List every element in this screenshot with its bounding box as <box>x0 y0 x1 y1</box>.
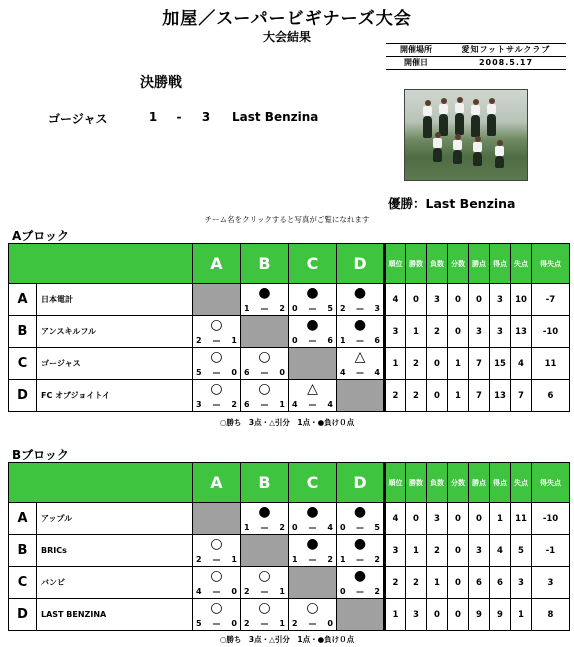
result-symbol: ● <box>353 285 367 301</box>
stat-header: 順位 <box>385 244 406 284</box>
score-for: 5 <box>196 368 202 377</box>
stat-header: 分数 <box>448 244 469 284</box>
stat-cell: 7 <box>469 380 490 412</box>
score-dash: — <box>356 304 364 313</box>
column-header-b: B <box>241 463 289 503</box>
team-name-link[interactable]: ゴージャス <box>37 348 193 380</box>
score-against: 4 <box>327 400 333 409</box>
final-score1: 1 <box>148 110 158 124</box>
stat-cell: 2 <box>385 380 406 412</box>
team-name-link[interactable]: BRICs <box>37 535 193 567</box>
score-dash: — <box>260 304 269 313</box>
stat-cell: 3 <box>469 535 490 567</box>
block-b-legend: ○勝ち 3点・△引分 1点・●負け０点 <box>219 635 355 644</box>
stat-cell: 0 <box>469 284 490 316</box>
score-for: 0 <box>292 304 298 313</box>
match-score <box>193 619 240 628</box>
winner-text: 優勝：Last Benzina <box>388 196 516 211</box>
score-dash: — <box>308 619 317 628</box>
header-corner <box>9 463 193 503</box>
venue-value: 愛知フットサルクラブ <box>461 45 551 54</box>
team-name-link[interactable]: FC オブジョイトイ <box>37 380 193 412</box>
stat-cell: 8 <box>532 599 570 631</box>
score-against: 1 <box>279 587 285 596</box>
match-score <box>193 400 240 409</box>
match-score <box>337 587 383 596</box>
row-letter: A <box>9 284 37 316</box>
final-team2[interactable]: Last Benzina <box>232 110 319 124</box>
stat-cell: 1 <box>511 599 532 631</box>
stat-header: 得点 <box>490 244 511 284</box>
score-dash: — <box>212 368 221 377</box>
result-symbol: ● <box>258 504 271 520</box>
stat-cell: 0 <box>448 284 469 316</box>
stat-cell: 1 <box>448 380 469 412</box>
stat-cell: 10 <box>511 284 532 316</box>
score-dash: — <box>308 400 317 409</box>
match-result-cell <box>289 316 337 348</box>
stat-cell: 0 <box>469 503 490 535</box>
result-symbol: ○ <box>210 349 223 365</box>
score-for: 2 <box>196 336 202 345</box>
stat-cell: 7 <box>469 348 490 380</box>
stat-cell: 3 <box>385 535 406 567</box>
stat-cell: 11 <box>532 348 570 380</box>
match-result-cell <box>337 567 385 599</box>
score-for: 1 <box>244 304 250 313</box>
score-dash: — <box>212 619 221 628</box>
stat-cell: 3 <box>427 284 448 316</box>
final-score2: 3 <box>201 110 211 124</box>
score-against: 3 <box>374 304 380 313</box>
stat-cell: -10 <box>532 316 570 348</box>
team-name-link[interactable]: 日本電計 <box>37 284 193 316</box>
result-symbol: ○ <box>258 568 271 584</box>
result-symbol: ● <box>353 536 367 552</box>
venue-row <box>386 44 566 57</box>
stat-cell: 13 <box>490 380 511 412</box>
score-for: 4 <box>292 400 298 409</box>
match-score <box>337 336 383 345</box>
stat-cell: 4 <box>385 503 406 535</box>
result-symbol: ● <box>353 317 367 333</box>
stat-header: 勝点 <box>469 244 490 284</box>
team-photo[interactable] <box>404 89 528 181</box>
score-dash: — <box>308 555 317 564</box>
score-for: 1 <box>340 336 346 345</box>
match-result-cell <box>193 599 241 631</box>
score-for: 1 <box>340 555 346 564</box>
column-header-c: C <box>289 463 337 503</box>
score-dash: — <box>260 368 269 377</box>
match-score <box>337 555 383 564</box>
result-symbol: △ <box>354 349 366 365</box>
result-symbol: ● <box>306 536 319 552</box>
stat-cell: -10 <box>532 503 570 535</box>
row-letter: B <box>9 535 37 567</box>
stat-cell: 0 <box>427 380 448 412</box>
score-for: 0 <box>292 523 298 532</box>
score-against: 2 <box>279 304 285 313</box>
score-dash: — <box>260 587 269 596</box>
score-dash: — <box>308 336 317 345</box>
page-subtitle: 大会結果 <box>262 30 311 44</box>
stat-header: 勝数 <box>406 244 427 284</box>
score-dash: — <box>308 523 317 532</box>
table-row <box>9 599 570 631</box>
score-dash: — <box>356 523 364 532</box>
score-against: 4 <box>327 523 333 532</box>
stat-header: 勝数 <box>406 463 427 503</box>
column-header-d: D <box>337 244 385 284</box>
stat-header: 負数 <box>427 244 448 284</box>
stat-cell: 1 <box>385 599 406 631</box>
row-letter: A <box>9 503 37 535</box>
match-result-cell <box>289 535 337 567</box>
score-dash: — <box>260 400 269 409</box>
block-b-table <box>8 462 570 631</box>
score-for: 2 <box>244 587 250 596</box>
match-score <box>289 523 336 532</box>
result-symbol: ● <box>306 317 319 333</box>
match-result-cell <box>241 599 289 631</box>
row-letter: C <box>9 348 37 380</box>
score-against: 6 <box>327 336 333 345</box>
final-team1[interactable]: ゴージャス <box>48 112 108 126</box>
score-for: 2 <box>244 619 250 628</box>
match-result-cell <box>193 567 241 599</box>
match-result-cell <box>289 284 337 316</box>
match-result-cell <box>193 380 241 412</box>
block-a-table <box>8 243 570 412</box>
score-for: 2 <box>340 304 346 313</box>
stat-header: 得失点 <box>532 244 570 284</box>
score-dash: — <box>356 368 364 377</box>
table-row <box>9 503 570 535</box>
score-against: 1 <box>279 400 285 409</box>
match-score <box>241 619 288 628</box>
match-result-cell <box>337 316 385 348</box>
score-for: 5 <box>196 619 202 628</box>
final-label: 決勝戦 <box>140 75 182 91</box>
stat-cell: 2 <box>406 567 427 599</box>
result-symbol: ○ <box>210 600 223 616</box>
team-name-link[interactable]: バンビ <box>37 567 193 599</box>
match-score <box>193 555 240 564</box>
match-result-cell <box>241 380 289 412</box>
stat-cell: 0 <box>448 567 469 599</box>
score-against: 2 <box>231 400 237 409</box>
result-symbol: ○ <box>258 600 271 616</box>
score-against: 2 <box>374 555 380 564</box>
stat-cell: 13 <box>511 316 532 348</box>
stat-cell: 3 <box>427 503 448 535</box>
stat-cell: 1 <box>427 567 448 599</box>
match-score <box>289 304 336 313</box>
stat-cell: 2 <box>385 567 406 599</box>
page-title: 加屋／スーパービギナーズ大会 <box>162 9 412 29</box>
score-for: 1 <box>292 555 298 564</box>
self-match-cell <box>241 535 289 567</box>
header-row <box>9 244 570 284</box>
stat-cell: 1 <box>385 348 406 380</box>
stat-cell: 3 <box>490 316 511 348</box>
table-row <box>9 284 570 316</box>
column-header-a: A <box>193 463 241 503</box>
score-for: 2 <box>292 619 298 628</box>
match-score <box>337 304 383 313</box>
stat-cell: 3 <box>511 567 532 599</box>
score-dash: — <box>356 555 364 564</box>
match-score <box>289 555 336 564</box>
score-against: 2 <box>279 523 285 532</box>
match-result-cell <box>289 599 337 631</box>
stat-cell: 11 <box>511 503 532 535</box>
column-header-c: C <box>289 244 337 284</box>
match-score <box>193 336 240 345</box>
score-against: 1 <box>231 555 237 564</box>
stat-cell: 1 <box>490 503 511 535</box>
stat-cell: 9 <box>469 599 490 631</box>
stat-cell: 3 <box>469 316 490 348</box>
stat-cell: -7 <box>532 284 570 316</box>
match-result-cell <box>337 503 385 535</box>
stat-cell: 3 <box>385 316 406 348</box>
match-score <box>289 400 336 409</box>
score-dash: — <box>212 336 221 345</box>
stat-cell: 4 <box>385 284 406 316</box>
stat-cell: 1 <box>448 348 469 380</box>
block-a-legend: ○勝ち 3点・△引分 1点・●負け０点 <box>219 418 355 427</box>
score-against: 4 <box>374 368 380 377</box>
score-for: 1 <box>244 523 250 532</box>
final-result <box>48 110 318 127</box>
table-row <box>9 535 570 567</box>
stat-cell: 2 <box>427 535 448 567</box>
score-for: 2 <box>196 555 202 564</box>
stat-header: 得点 <box>490 463 511 503</box>
match-score <box>241 304 288 313</box>
match-score <box>241 587 288 596</box>
date-value: 2008.5.17 <box>478 58 534 67</box>
match-result-cell <box>241 567 289 599</box>
stat-header: 分数 <box>448 463 469 503</box>
self-match-cell <box>193 503 241 535</box>
stat-cell: -1 <box>532 535 570 567</box>
table-row <box>9 380 570 412</box>
stat-header: 得失点 <box>532 463 570 503</box>
stat-cell: 0 <box>427 348 448 380</box>
stat-cell: 2 <box>406 380 427 412</box>
date-row <box>386 57 566 70</box>
score-against: 5 <box>374 523 380 532</box>
row-letter: C <box>9 567 37 599</box>
score-against: 5 <box>327 304 333 313</box>
column-header-b: B <box>241 244 289 284</box>
score-against: 0 <box>327 619 333 628</box>
score-against: 2 <box>327 555 333 564</box>
result-symbol: ○ <box>210 536 223 552</box>
stat-header: 負数 <box>427 463 448 503</box>
score-for: 0 <box>340 523 346 532</box>
stat-cell: 6 <box>490 567 511 599</box>
score-dash: — <box>356 587 364 596</box>
stat-cell: 5 <box>511 535 532 567</box>
result-symbol: ○ <box>210 568 223 584</box>
result-symbol: ○ <box>258 381 271 397</box>
row-letter: B <box>9 316 37 348</box>
team-name-link[interactable]: アンスキルフル <box>37 316 193 348</box>
stat-header: 失点 <box>511 463 532 503</box>
score-for: 6 <box>244 368 250 377</box>
team-name-link[interactable]: アップル <box>37 503 193 535</box>
score-against: 0 <box>231 368 237 377</box>
score-against: 0 <box>231 587 237 596</box>
match-result-cell <box>193 316 241 348</box>
result-symbol: ● <box>353 504 367 520</box>
table-row <box>9 567 570 599</box>
self-match-cell <box>337 599 385 631</box>
self-match-cell <box>289 348 337 380</box>
stat-cell: 0 <box>406 284 427 316</box>
venue-label: 開催場所 <box>400 45 432 54</box>
stat-header: 失点 <box>511 244 532 284</box>
score-for: 6 <box>244 400 250 409</box>
stat-cell: 9 <box>490 599 511 631</box>
column-header-d: D <box>337 463 385 503</box>
stat-cell: 6 <box>469 567 490 599</box>
match-score <box>193 587 240 596</box>
result-symbol: ○ <box>258 349 271 365</box>
score-dash: — <box>260 619 269 628</box>
match-score <box>289 336 336 345</box>
stat-cell: 0 <box>406 503 427 535</box>
stat-cell: 15 <box>490 348 511 380</box>
result-symbol: ● <box>258 285 271 301</box>
stat-cell: 0 <box>448 535 469 567</box>
self-match-cell <box>289 567 337 599</box>
stat-header: 勝点 <box>469 463 490 503</box>
match-score <box>337 368 383 377</box>
table-row <box>9 316 570 348</box>
score-against: 1 <box>279 619 285 628</box>
result-symbol: ● <box>306 285 319 301</box>
match-score <box>241 368 288 377</box>
stat-cell: 3 <box>406 599 427 631</box>
match-result-cell <box>337 535 385 567</box>
stat-cell: 6 <box>532 380 570 412</box>
stat-cell: 0 <box>427 599 448 631</box>
stat-cell: 7 <box>511 380 532 412</box>
table-row <box>9 348 570 380</box>
self-match-cell <box>337 380 385 412</box>
stat-cell: 2 <box>406 348 427 380</box>
stat-cell: 0 <box>448 503 469 535</box>
stat-cell: 0 <box>448 316 469 348</box>
header-corner <box>9 244 193 284</box>
score-against: 2 <box>374 587 380 596</box>
row-letter: D <box>9 599 37 631</box>
score-for: 0 <box>292 336 298 345</box>
score-against: 1 <box>231 336 237 345</box>
result-symbol: ● <box>353 568 367 584</box>
block-b-title: Bブロック <box>12 448 69 462</box>
match-result-cell <box>337 348 385 380</box>
score-for: 4 <box>196 587 202 596</box>
self-match-cell <box>241 316 289 348</box>
result-symbol: ○ <box>210 381 223 397</box>
match-result-cell <box>193 535 241 567</box>
stat-cell: 1 <box>406 535 427 567</box>
event-info <box>386 43 566 70</box>
score-against: 6 <box>374 336 380 345</box>
match-score <box>241 523 288 532</box>
match-result-cell <box>289 380 337 412</box>
score-for: 0 <box>340 587 346 596</box>
row-letter: D <box>9 380 37 412</box>
score-dash: — <box>212 555 221 564</box>
score-for: 4 <box>340 368 346 377</box>
final-dash: - <box>176 110 182 124</box>
stat-cell: 3 <box>532 567 570 599</box>
stat-header: 順位 <box>385 463 406 503</box>
stat-cell: 2 <box>427 316 448 348</box>
stat-cell: 4 <box>490 535 511 567</box>
score-dash: — <box>212 400 221 409</box>
stat-cell: 1 <box>406 316 427 348</box>
match-result-cell <box>337 284 385 316</box>
score-dash: — <box>260 523 269 532</box>
score-against: 0 <box>231 619 237 628</box>
match-result-cell <box>289 503 337 535</box>
match-result-cell <box>241 348 289 380</box>
match-result-cell <box>241 503 289 535</box>
score-against: 0 <box>279 368 285 377</box>
date-label: 開催日 <box>404 58 428 67</box>
header-row <box>9 463 570 503</box>
score-dash: — <box>356 336 364 345</box>
click-note: チーム名をクリックすると写真がご覧になれます <box>204 215 370 224</box>
match-score <box>337 523 383 532</box>
stat-cell: 0 <box>448 599 469 631</box>
match-result-cell <box>241 284 289 316</box>
match-score <box>289 619 336 628</box>
result-symbol: ○ <box>306 600 319 616</box>
column-header-a: A <box>193 244 241 284</box>
result-symbol: ● <box>306 504 319 520</box>
team-name-link[interactable]: LAST BENZINA <box>37 599 193 631</box>
block-a-title: Aブロック <box>12 229 70 243</box>
stat-cell: 4 <box>511 348 532 380</box>
match-score <box>241 400 288 409</box>
match-result-cell <box>193 348 241 380</box>
score-for: 3 <box>196 400 202 409</box>
match-score <box>193 368 240 377</box>
result-symbol: ○ <box>210 317 223 333</box>
stat-cell: 3 <box>490 284 511 316</box>
self-match-cell <box>193 284 241 316</box>
score-dash: — <box>308 304 317 313</box>
result-symbol: △ <box>307 381 318 397</box>
score-dash: — <box>212 587 221 596</box>
